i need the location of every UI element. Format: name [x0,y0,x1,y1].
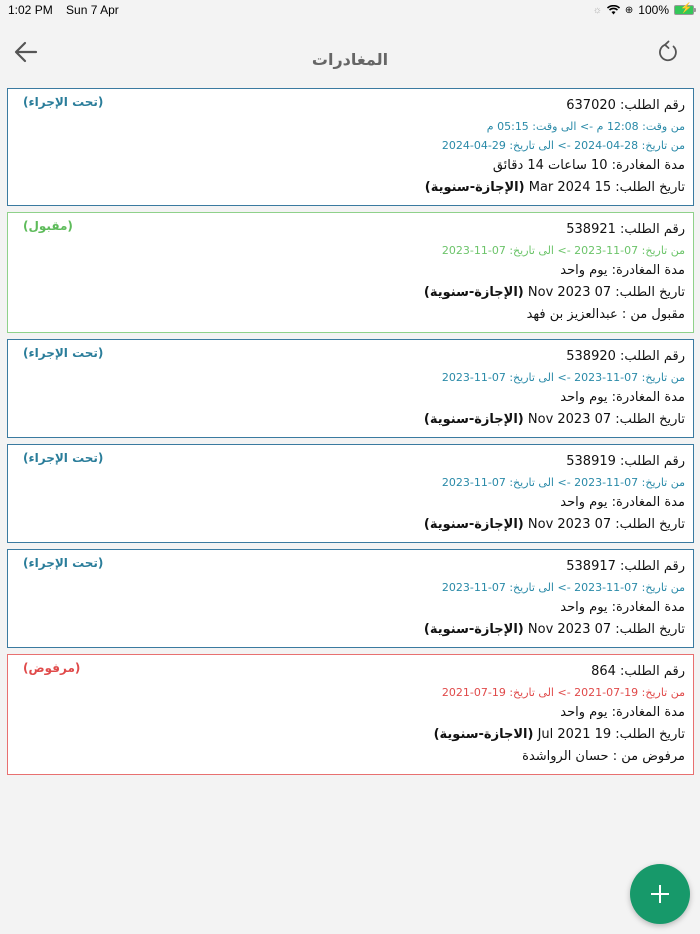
duration: مدة المغادرة: يوم واحد [560,390,685,405]
status-left [8,3,129,17]
rejected-by: مرفوض من : حسان الرواشدة [522,749,685,764]
leave-type: (الإجازة-سنوية) [423,285,524,300]
status-badge: (تحت الإجراء) [23,556,104,570]
wifi-icon [607,5,620,15]
status-badge: (مقبول) [23,219,73,233]
duration: مدة المغادرة: يوم واحد [560,495,685,510]
plus-icon [649,883,671,905]
status-badge: (مرفوض) [23,661,81,675]
request-date-row [18,619,685,641]
request-card-637020[interactable] [7,88,694,206]
request-number: رقم الطلب: 538921 [566,222,685,237]
add-departure-button[interactable] [630,864,690,924]
battery-icon: ⚡ [674,5,694,15]
duration: مدة المغادرة: يوم واحد [560,263,685,278]
request-date: تاريخ الطلب: 19 Jul 2021 [537,727,685,742]
request-date-row [18,409,685,431]
request-card-538917[interactable] [7,549,694,648]
date-range: من تاريخ: 07-11-2023 -> الى تاريخ: 07-11-2023 [441,244,685,257]
approved-by: مقبول من : عبدالعزيز بن فهد [526,307,685,322]
status-badge: (تحت الإجراء) [23,95,104,109]
request-number: رقم الطلب: 637020 [566,98,685,113]
request-date-row [18,282,685,304]
date-range: من تاريخ: 19-07-2021 -> الى تاريخ: 19-07-2021 [441,686,685,699]
status-time: 1:02 PM [8,3,53,17]
duration: مدة المغادرة: 10 ساعات 14 دقائق [492,158,685,173]
request-card-538919[interactable] [7,444,694,543]
date-range: من تاريخ: 07-11-2023 -> الى تاريخ: 07-11-2023 [441,371,685,384]
leave-type: (الإجازة-سنوية) [423,622,524,637]
leave-type: (الإجازة-سنوية) [423,412,524,427]
orientation-lock-icon: ⊕ [624,4,634,16]
request-number: رقم الطلب: 538920 [566,349,685,364]
time-range: من وقت: 12:08 م -> الى وقت: 05:15 م [486,120,685,133]
departures-list [7,88,694,781]
request-date: تاريخ الطلب: 07 Nov 2023 [527,412,685,427]
status-date: Sun 7 Apr [66,3,119,17]
refresh-icon [654,38,682,66]
leave-type: (الإجازة-سنوية) [424,180,525,195]
request-number: رقم الطلب: 538919 [566,454,685,469]
request-date-row [18,514,685,536]
refresh-button[interactable] [654,38,682,66]
date-range: من تاريخ: 07-11-2023 -> الى تاريخ: 07-11-2023 [441,476,685,489]
leave-type: (الإجازة-سنوية) [423,517,524,532]
request-date-row [18,177,685,199]
request-date: تاريخ الطلب: 15 Mar 2024 [528,180,685,195]
status-badge: (تحت الإجراء) [23,346,104,360]
request-date: تاريخ الطلب: 07 Nov 2023 [527,517,685,532]
request-date: تاريخ الطلب: 07 Nov 2023 [527,285,685,300]
request-number: رقم الطلب: 538917 [566,559,685,574]
status-right [593,3,694,17]
header [0,30,700,80]
request-date-row [18,724,685,746]
status-badge: (تحت الإجراء) [23,451,104,465]
duration: مدة المغادرة: يوم واحد [560,705,685,720]
request-number: رقم الطلب: 864 [591,664,685,679]
duration: مدة المغادرة: يوم واحد [560,600,685,615]
request-date: تاريخ الطلب: 07 Nov 2023 [527,622,685,637]
leave-type: (الاجازة-سنوية) [433,727,534,742]
date-range: من تاريخ: 07-11-2023 -> الى تاريخ: 07-11-2023 [441,581,685,594]
request-card-864[interactable] [7,654,694,775]
battery-percent: 100% [638,3,669,17]
page-title: المغادرات [311,50,389,69]
request-card-538921[interactable] [7,212,694,333]
date-range: من تاريخ: 28-04-2024 -> الى تاريخ: 29-04-2024 [441,139,685,152]
brightness-icon: ☼ [592,4,602,16]
request-card-538920[interactable] [7,339,694,438]
status-bar [0,0,700,20]
